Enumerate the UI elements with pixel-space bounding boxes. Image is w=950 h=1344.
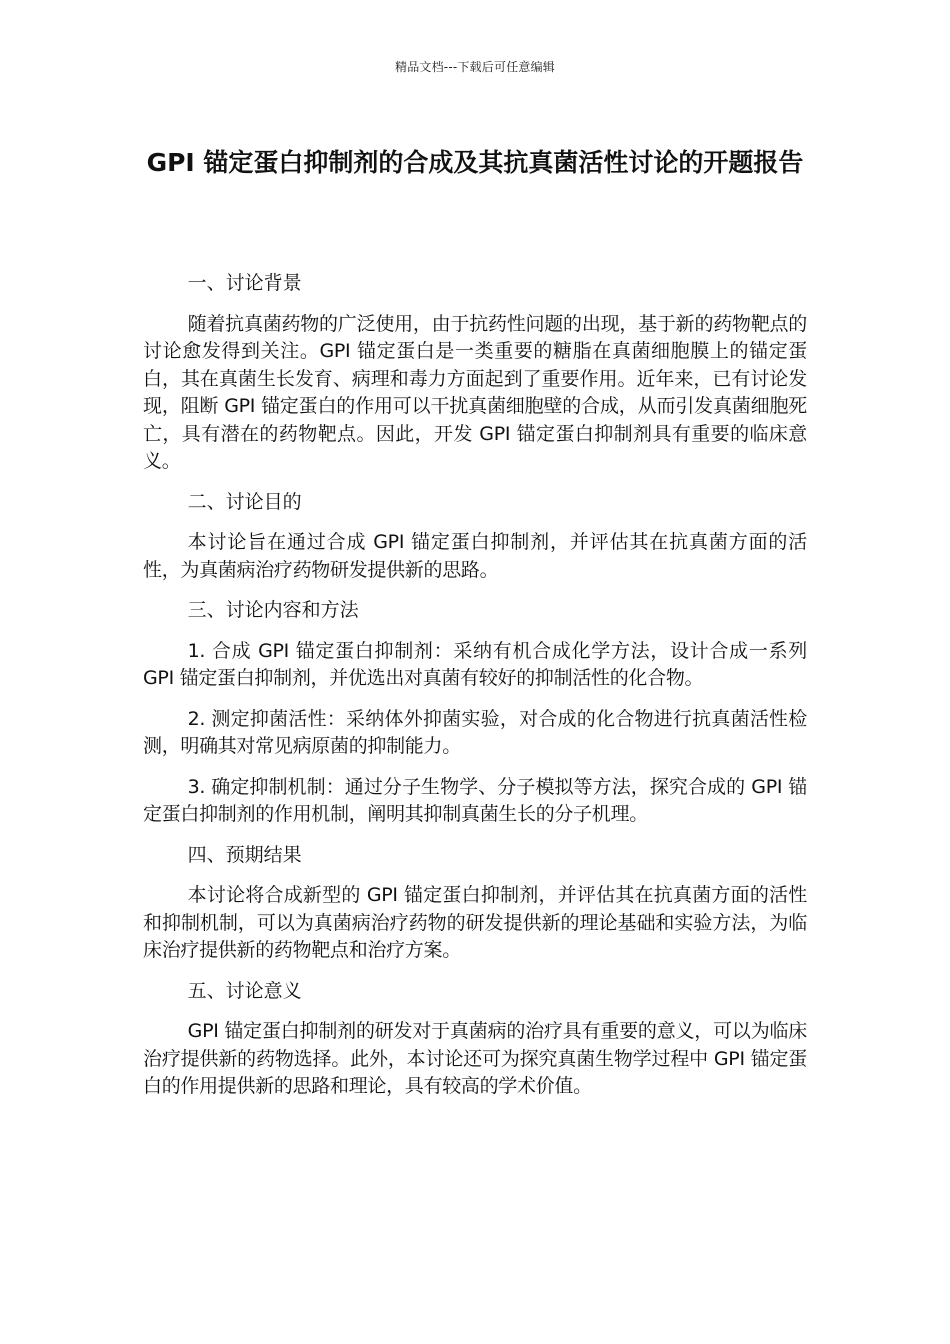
paragraph-method-mechanism: 3. 确定抑制机制：通过分子生物学、分子模拟等方法，探究合成的 GPI 锚定蛋白抑制剂的作用机制，阐明其抑制真菌生长的分子机理。 (143, 775, 807, 825)
section-heading-purpose: 二、讨论目的 (187, 490, 302, 513)
section-heading-background: 一、讨论背景 (187, 272, 302, 294)
section-heading-significance: 五、讨论意义 (187, 979, 302, 1002)
paragraph-expected-results: 本讨论将合成新型的 GPI 锚定蛋白抑制剂，并评估其在抗真菌方面的活性和抑制机制，可以为真菌病治疗药物的研发提供新的理论基础和实验方法，为临床治疗提供新的药物靶点和治疗方案。 (143, 884, 807, 961)
section-heading-expected-results: 四、预期结果 (187, 843, 302, 866)
paragraph-significance: GPI 锚定蛋白抑制剂的研发对于真菌病的治疗具有重要的意义，可以为临床治疗提供新的药物选择。此外，本讨论还可为探究真菌生物学过程中 GPI 锚定蛋白的作用提供新的思路和理论，具有较高的学术价值。 (143, 1020, 807, 1097)
section-heading-content-methods: 三、讨论内容和方法 (187, 599, 359, 621)
paragraph-method-activity: 2. 测定抑菌活性：采纳体外抑菌实验，对合成的化合物进行抗真菌活性检测，明确其对常见病原菌的抑制能力。 (143, 707, 807, 757)
paragraph-method-synthesis: 1. 合成 GPI 锚定蛋白抑制剂：采纳有机合成化学方法，设计合成一系列 GPI 锚定蛋白抑制剂，并优选出对真菌有较好的抑制活性的化合物。 (143, 639, 807, 689)
document-body (143, 270, 807, 1114)
paragraph-purpose: 本讨论旨在通过合成 GPI 锚定蛋白抑制剂，并评估其在抗真菌方面的活性，为真菌病治疗药物研发提供新的思路。 (143, 531, 807, 581)
page-header-watermark: 精品文档---下载后可任意编辑 (395, 60, 555, 74)
document-title: GPI 锚定蛋白抑制剂的合成及其抗真菌活性讨论的开题报告 (146, 148, 804, 177)
paragraph-background: 随着抗真菌药物的广泛使用，由于抗药性问题的出现，基于新的药物靶点的讨论愈发得到关注。GPI 锚定蛋白是一类重要的糖脂在真菌细胞膜上的锚定蛋白，其在真菌生长发育、病理和毒力方面起到了重要作用。近年来，已有讨论发现，阻断 GPI 锚定蛋白的作用可以干扰真菌细胞壁的合成，从而引发真菌细胞死亡，具有潜在的药物靶点。因此，开发 GPI 锚定蛋白抑制剂具有重要的临床意义。 (143, 312, 807, 472)
